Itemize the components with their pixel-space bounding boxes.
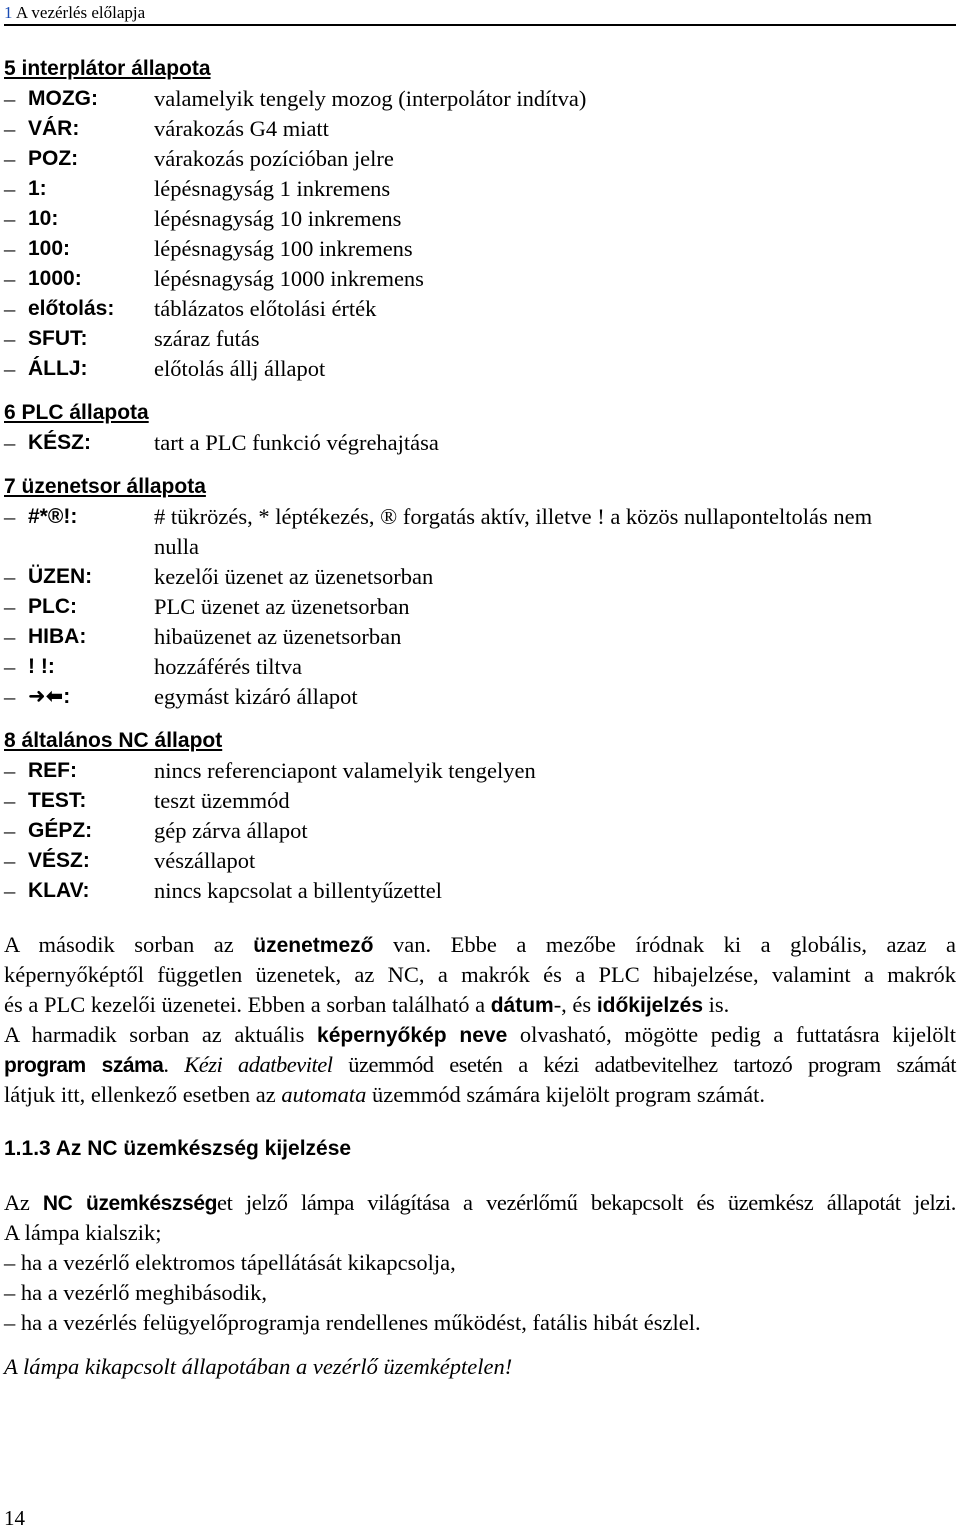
definition-row: – POZ: várakozás pozícióban jelre — [4, 144, 956, 174]
paragraph-message-field: A második sorban az üzenetmező van. Ebbe a mezőbe íródnak ki a globális, azaz a képernyőképtől független üzenetek, az NC, a makrók és a PLC hibajelzése, valamint a makrók és a PLC kezelői üzenetei. Ebben a sorban található a dátum-, és időkijelzés is. — [4, 932, 956, 1017]
section-7-heading: 7 üzenetsor állapota — [4, 475, 206, 498]
definition-key: VÁR: — [28, 117, 80, 140]
section-6-heading: 6 PLC állapota — [4, 401, 149, 424]
definition-value: lépésnagyság 1000 inkremens — [154, 266, 424, 291]
definition-row: – REF: nincs referenciapont valamelyik tengelyen — [4, 756, 956, 786]
definition-row: – VÁR: várakozás G4 miatt — [4, 114, 956, 144]
definition-value: várakozás pozícióban jelre — [154, 146, 394, 171]
definition-value: várakozás G4 miatt — [154, 116, 329, 141]
section-8-list — [4, 756, 956, 906]
definition-key: 10: — [28, 207, 59, 230]
definition-row: – PLC: PLC üzenet az üzenetsorban — [4, 592, 956, 622]
definition-value: lépésnagyság 100 inkremens — [154, 236, 413, 261]
paragraph-ready-lamp: Az NC üzemkészséget jelző lámpa világítása a vezérlőmű bekapcsolt és üzemkész állapotát jelzi. A lámpa kialszik; – ha a vezérlő elektromos tápellátását kikapcsolja, – ha a vezérlő meghibásodik, – ha a vezérlés felügyelőprogramja rendellenes működést, fatális hibát észlel. A lámpa kikapcsolt állapotában a vezérlő üzemképtelen! — [4, 1188, 956, 1382]
term-program-number: program száma — [4, 1054, 164, 1077]
definition-key: 100: — [28, 237, 71, 260]
definition-key: ➜⬅: — [28, 685, 71, 708]
section-8-heading: 8 általános NC állapot — [4, 729, 223, 752]
definition-value: lépésnagyság 1 inkremens — [154, 176, 391, 201]
section-7-list — [4, 562, 956, 712]
definition-key: TEST: — [28, 789, 87, 812]
chapter-title: A vezérlés előlapja — [15, 3, 146, 22]
definition-key: MOZG: — [28, 87, 98, 110]
definition-row: – 1000: lépésnagyság 1000 inkremens — [4, 264, 956, 294]
definition-key: ÜZEN: — [28, 565, 93, 588]
definition-key: HIBA: — [28, 625, 87, 648]
definition-key: PLC: — [28, 595, 77, 618]
subsection-heading: 1.1.3 Az NC üzemkészség kijelzése — [4, 1137, 352, 1160]
definition-key: SFUT: — [28, 327, 88, 350]
definition-key: GÉPZ: — [28, 819, 93, 842]
definition-key: előtolás: — [28, 297, 115, 320]
definition-value: száraz futás — [154, 326, 260, 351]
definition-key: #*®!: — [28, 505, 78, 528]
page-content — [4, 54, 956, 1382]
definition-row: – GÉPZ: gép zárva állapot — [4, 816, 956, 846]
definition-row: – ÜZEN: kezelői üzenet az üzenetsorban — [4, 562, 956, 592]
paragraph-screen-name: A harmadik sorban az aktuális képernyőkép neve olvasható, mögötte pedig a futtatásra kijelölt program száma. Kézi adatbevitel üzemmód esetén a kézi adatbevitelhez tartozó program számát látjuk itt, ellenkező esetben az automata üzemmód számára kijelölt program számát. — [4, 1022, 957, 1107]
section-5-heading: 5 interplátor állapota — [4, 57, 211, 80]
section-5-list — [4, 84, 956, 384]
bullet-item: – ha a vezérlő elektromos tápellátását kikapcsolja, — [4, 1250, 456, 1275]
definition-value: teszt üzemmód — [154, 788, 290, 813]
definition-value: kezelői üzenet az üzenetsorban — [154, 564, 434, 589]
section-6-list — [4, 428, 956, 458]
definition-value: # tükrözés, * léptékezés, ® forgatás aktív, illetve ! a közös nullaponteltolás nem — [154, 504, 873, 529]
definition-key: 1000: — [28, 267, 82, 290]
definition-row: – 10: lépésnagyság 10 inkremens — [4, 204, 956, 234]
definition-row: – ! !: hozzáférés tiltva — [4, 652, 956, 682]
definition-row: – MOZG: valamelyik tengely mozog (interpolátor indítva) — [4, 84, 956, 114]
term-date: dátum — [490, 994, 554, 1017]
page-number: 14 — [4, 1506, 25, 1530]
definition-row: – 100: lépésnagyság 100 inkremens — [4, 234, 956, 264]
bullet-list — [4, 1248, 956, 1338]
definition-value: valamelyik tengely mozog (interpolátor indítva) — [154, 86, 587, 111]
definition-row: – #*®!: # tükrözés, * léptékezés, ® forgatás aktív, illetve ! a közös nullaponteltolás nem — [4, 502, 956, 532]
definition-key: VÉSZ: — [28, 849, 90, 872]
definition-key: REF: — [28, 759, 77, 782]
definition-value: előtolás állj állapot — [154, 356, 326, 381]
definition-row: – HIBA: hibaüzenet az üzenetsorban — [4, 622, 956, 652]
chapter-number: 1 — [4, 3, 13, 22]
definition-value: hozzáférés tiltva — [154, 654, 303, 679]
definition-key: 1: — [28, 177, 47, 200]
definition-row: – ➜⬅: egymást kizáró állapot — [4, 682, 956, 712]
definition-key: KÉSZ: — [28, 431, 91, 454]
term-screen-name: képernyőkép neve — [317, 1024, 508, 1047]
definition-key: POZ: — [28, 147, 79, 170]
definition-row: – TEST: teszt üzemmód — [4, 786, 956, 816]
definition-row: – előtolás: táblázatos előtolási érték — [4, 294, 956, 324]
definition-key: ÁLLJ: — [28, 357, 88, 380]
definition-value: egymást kizáró állapot — [154, 684, 358, 709]
definition-row-continuation: nulla — [154, 534, 199, 559]
term-nc-ready: NC üzemkészség — [42, 1192, 218, 1215]
definition-key: ! !: — [28, 655, 55, 678]
definition-value: nincs kapcsolat a billentyűzettel — [154, 878, 443, 903]
definition-row: – KLAV: nincs kapcsolat a billentyűzettel — [4, 876, 956, 906]
term-time-display: időkijelzés — [596, 994, 704, 1017]
definition-row: – VÉSZ: vészállapot — [4, 846, 956, 876]
definition-row: – ÁLLJ: előtolás állj állapot — [4, 354, 956, 384]
bullet-item: – ha a vezérlés felügyelőprogramja rendellenes működést, fatális hibát észlel. — [4, 1310, 701, 1335]
definition-value: vészállapot — [154, 848, 256, 873]
bullet-item: – ha a vezérlő meghibásodik, — [4, 1280, 268, 1305]
definition-row: – SFUT: száraz futás — [4, 324, 956, 354]
definition-value: PLC üzenet az üzenetsorban — [154, 594, 410, 619]
definition-value: nincs referenciapont valamelyik tengelyen — [154, 758, 536, 783]
definition-key: KLAV: — [28, 879, 90, 902]
definition-row: – 1: lépésnagyság 1 inkremens — [4, 174, 956, 204]
definition-value: táblázatos előtolási érték — [154, 296, 377, 321]
definition-value: hibaüzenet az üzenetsorban — [154, 624, 402, 649]
definition-value: lépésnagyság 10 inkremens — [154, 206, 402, 231]
warning-note: A lámpa kikapcsolt állapotában a vezérlő üzemképtelen! — [4, 1354, 513, 1379]
definition-value: gép zárva állapot — [154, 818, 308, 843]
definition-row: – KÉSZ: tart a PLC funkció végrehajtása — [4, 428, 956, 458]
term-message-field: üzenetmező — [253, 934, 374, 957]
definition-value: tart a PLC funkció végrehajtása — [154, 430, 439, 455]
page-header — [4, 2, 956, 26]
